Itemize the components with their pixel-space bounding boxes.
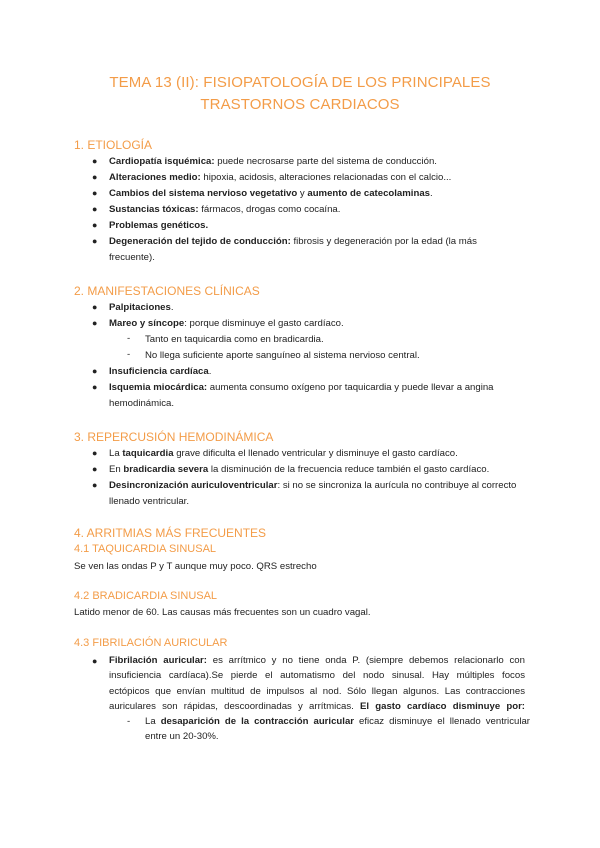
list-item: Cambios del sistema nervioso vegetativo y aumento de catecolaminas. [109, 188, 433, 199]
list-item: Problemas genéticos. [109, 220, 209, 231]
list-item: Cardiopatía isquémica: puede necrosarse parte del sistema de conducción. [109, 156, 437, 167]
section-3-heading: 3. REPERCUSIÓN HEMODINÁMICA [74, 430, 274, 444]
list-item: Palpitaciones. [109, 302, 174, 313]
list-item: Insuficiencia cardíaca. [109, 366, 212, 377]
paragraph-line: Fibrilación auricular: es arrítmico y no tiene onda P. (siempre debemos relacionarlo con [109, 655, 525, 666]
bullet-icon: ● [92, 156, 98, 166]
list-item: Isquemia miocárdica: aumenta consumo oxígeno por taquicardia y puede llevar a angina [109, 382, 494, 393]
bullet-icon: ● [92, 382, 98, 392]
title-line-2: TRASTORNOS CARDIACOS [200, 96, 400, 113]
list-item: Sustancias tóxicas: fármacos, drogas como cocaína. [109, 204, 341, 215]
sub-list-item [145, 714, 530, 745]
paragraph-line: insuficiencia cardíaca).Se pierde el automatismo del nodo sinusal. Hay múltiples focos [109, 670, 525, 682]
bullet-icon: ● [92, 366, 98, 376]
subsection-4-2-text: Latido menor de 60. Las causas más frecuentes son un cuadro vagal. [74, 607, 371, 618]
list-item: Desincronización auriculoventricular: si no se sincroniza la aurícula no contribuye al correcto [109, 480, 517, 491]
bullet-icon: ● [92, 204, 98, 214]
bullet-icon: ● [92, 236, 98, 246]
sub-list-item: Tanto en taquicardia como en bradicardia. [145, 334, 324, 345]
subsection-4-1-text: Se ven las ondas P y T aunque muy poco. QRS estrecho [74, 561, 317, 572]
bullet-icon: ● [92, 188, 98, 198]
dash-icon: - [127, 349, 131, 360]
dash-icon: - [127, 333, 131, 344]
bullet-icon: ● [92, 220, 98, 230]
list-item: En bradicardia severa la disminución de la frecuencia reduce también el gasto cardíaco. [109, 464, 490, 475]
section-1-heading: 1. ETIOLOGÍA [74, 138, 153, 152]
paragraph-line: La desaparición de la contracción auricular eficaz disminuye el llenado ventricular [145, 716, 530, 727]
list-item: La taquicardia grave dificulta el llenado ventricular y disminuye el gasto cardíaco. [109, 448, 458, 459]
bullet-icon: ● [92, 464, 98, 474]
bullet-icon: ● [92, 448, 98, 458]
title-line-1: TEMA 13 (II): FISIOPATOLOGÍA DE LOS PRINCIPALES [109, 74, 491, 91]
paragraph-line: auriculares son rápidas, descoordinadas y arrítmicas. El gasto cardíaco disminuye por: [109, 700, 526, 712]
paragraph-line: entre un 20-30%. [145, 731, 219, 743]
list-item-continuation: frecuente). [109, 252, 155, 263]
subsection-4-3-heading: 4.3 FIBRILACIÓN AURICULAR [74, 637, 228, 649]
section-4-heading: 4. ARRITMIAS MÁS FRECUENTES [74, 526, 267, 540]
bullet-icon: ● [92, 656, 98, 666]
list-item-continuation: hemodinámica. [109, 398, 175, 409]
bullet-icon: ● [92, 302, 98, 312]
section-2-heading: 2. MANIFESTACIONES CLÍNICAS [74, 284, 260, 298]
sub-list-item: No llega suficiente aporte sanguíneo al sistema nervioso central. [145, 350, 420, 361]
bullet-icon: ● [92, 480, 98, 490]
list-item: Degeneración del tejido de conducción: fibrosis y degeneración por la edad (la más [109, 236, 477, 247]
bullet-icon: ● [92, 318, 98, 328]
paragraph-line: ectópicos que envían multitud de impulsos al nod. Sólo llegan algunos. Las contracciones [109, 685, 525, 697]
list-item-continuation: llenado ventricular. [109, 496, 189, 507]
subsection-4-1-heading: 4.1 TAQUICARDIA SINUSAL [74, 543, 217, 555]
document-title [0, 72, 600, 116]
bullet-icon: ● [92, 172, 98, 182]
dash-icon: - [127, 716, 131, 727]
subsection-4-2-heading: 4.2 BRADICARDIA SINUSAL [74, 590, 218, 602]
list-item: Mareo y síncope: porque disminuye el gasto cardíaco. [109, 318, 344, 329]
list-item: Alteraciones medio: hipoxia, acidosis, alteraciones relacionadas con el calcio... [109, 172, 452, 183]
fibrilacion-paragraph [109, 653, 525, 714]
